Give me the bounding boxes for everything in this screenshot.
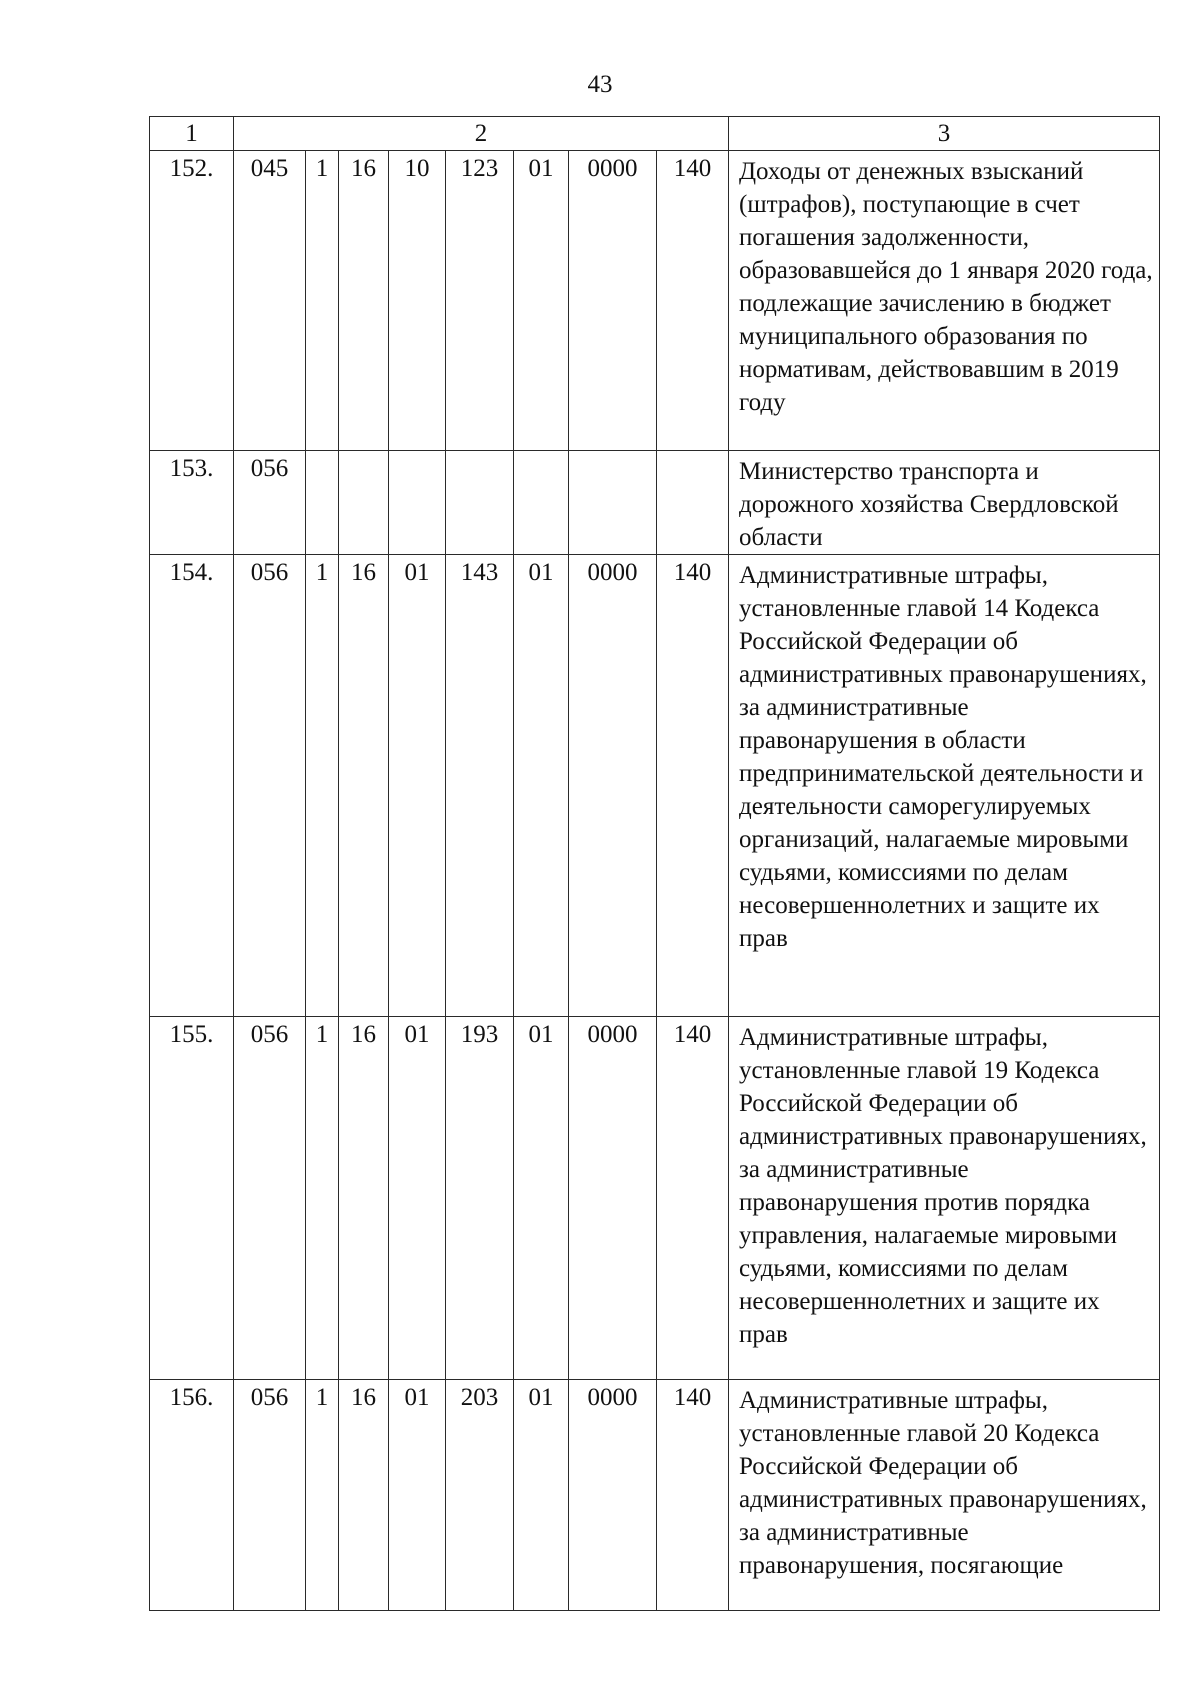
code-admin: 056: [234, 1017, 306, 1380]
revenue-codes-table: [149, 116, 1160, 1611]
row-number: 153.: [150, 451, 234, 555]
code-classification: [657, 451, 729, 555]
table-row: [150, 555, 1160, 1017]
code-article: 01: [389, 1380, 446, 1611]
code-admin: 056: [234, 451, 306, 555]
code-subarticle: 193: [446, 1017, 514, 1380]
code-group: 1: [306, 555, 339, 1017]
code-program: [569, 451, 657, 555]
row-description: Административные штрафы, установленные главой 20 Кодекса Российской Федерации об административных правонарушениях, за административные правонарушения, посягающие: [729, 1380, 1160, 1611]
row-description: Министерство транспорта и дорожного хозяйства Свердловской области: [729, 451, 1160, 555]
header-col-2: 2: [234, 117, 729, 151]
code-subarticle: [446, 451, 514, 555]
code-classification: 140: [657, 1017, 729, 1380]
header-col-3: 3: [729, 117, 1160, 151]
row-number: 152.: [150, 151, 234, 451]
row-description: Доходы от денежных взысканий (штрафов), поступающие в счет погашения задолженности, образовавшейся до 1 января 2020 года, подлежащие зачислению в бюджет муниципального образования по нормативам, действовавшим в 2019 году: [729, 151, 1160, 451]
row-number: 156.: [150, 1380, 234, 1611]
code-element: 01: [514, 1380, 569, 1611]
code-article: 01: [389, 555, 446, 1017]
code-element: 01: [514, 1017, 569, 1380]
code-classification: 140: [657, 1380, 729, 1611]
table-row: [150, 1017, 1160, 1380]
row-description: Административные штрафы, установленные главой 19 Кодекса Российской Федерации об административных правонарушениях, за административные правонарушения против порядка управления, налагаемые мировыми судьями, комиссиями по делам несовершеннолетних и защите их прав: [729, 1017, 1160, 1380]
row-number: 155.: [150, 1017, 234, 1380]
code-program: 0000: [569, 1017, 657, 1380]
code-subgroup: [339, 451, 389, 555]
code-group: 1: [306, 1017, 339, 1380]
code-group: 1: [306, 1380, 339, 1611]
table-header-row: [150, 117, 1160, 151]
code-subarticle: 203: [446, 1380, 514, 1611]
row-description: Административные штрафы, установленные главой 14 Кодекса Российской Федерации об административных правонарушениях, за административные правонарушения в области предпринимательской деятельности и деятельности саморегулируемых организаций, налагаемые мировыми судьями, комиссиями по делам несовершеннолетних и защите их прав: [729, 555, 1160, 1017]
code-group: 1: [306, 151, 339, 451]
code-group: [306, 451, 339, 555]
code-admin: 045: [234, 151, 306, 451]
code-subgroup: 16: [339, 555, 389, 1017]
code-subgroup: 16: [339, 1017, 389, 1380]
code-element: 01: [514, 151, 569, 451]
code-program: 0000: [569, 151, 657, 451]
code-program: 0000: [569, 1380, 657, 1611]
code-classification: 140: [657, 555, 729, 1017]
page-number: 43: [587, 71, 613, 98]
table-row: [150, 151, 1160, 451]
code-subgroup: 16: [339, 1380, 389, 1611]
code-element: 01: [514, 555, 569, 1017]
code-subgroup: 16: [339, 151, 389, 451]
code-program: 0000: [569, 555, 657, 1017]
code-admin: 056: [234, 555, 306, 1017]
code-element: [514, 451, 569, 555]
code-subarticle: 143: [446, 555, 514, 1017]
code-article: 01: [389, 1017, 446, 1380]
row-number: 154.: [150, 555, 234, 1017]
code-admin: 056: [234, 1380, 306, 1611]
header-col-1: 1: [150, 117, 234, 151]
code-subarticle: 123: [446, 151, 514, 451]
table-row: [150, 451, 1160, 555]
table-row: [150, 1380, 1160, 1611]
code-article: 10: [389, 151, 446, 451]
code-classification: 140: [657, 151, 729, 451]
code-article: [389, 451, 446, 555]
